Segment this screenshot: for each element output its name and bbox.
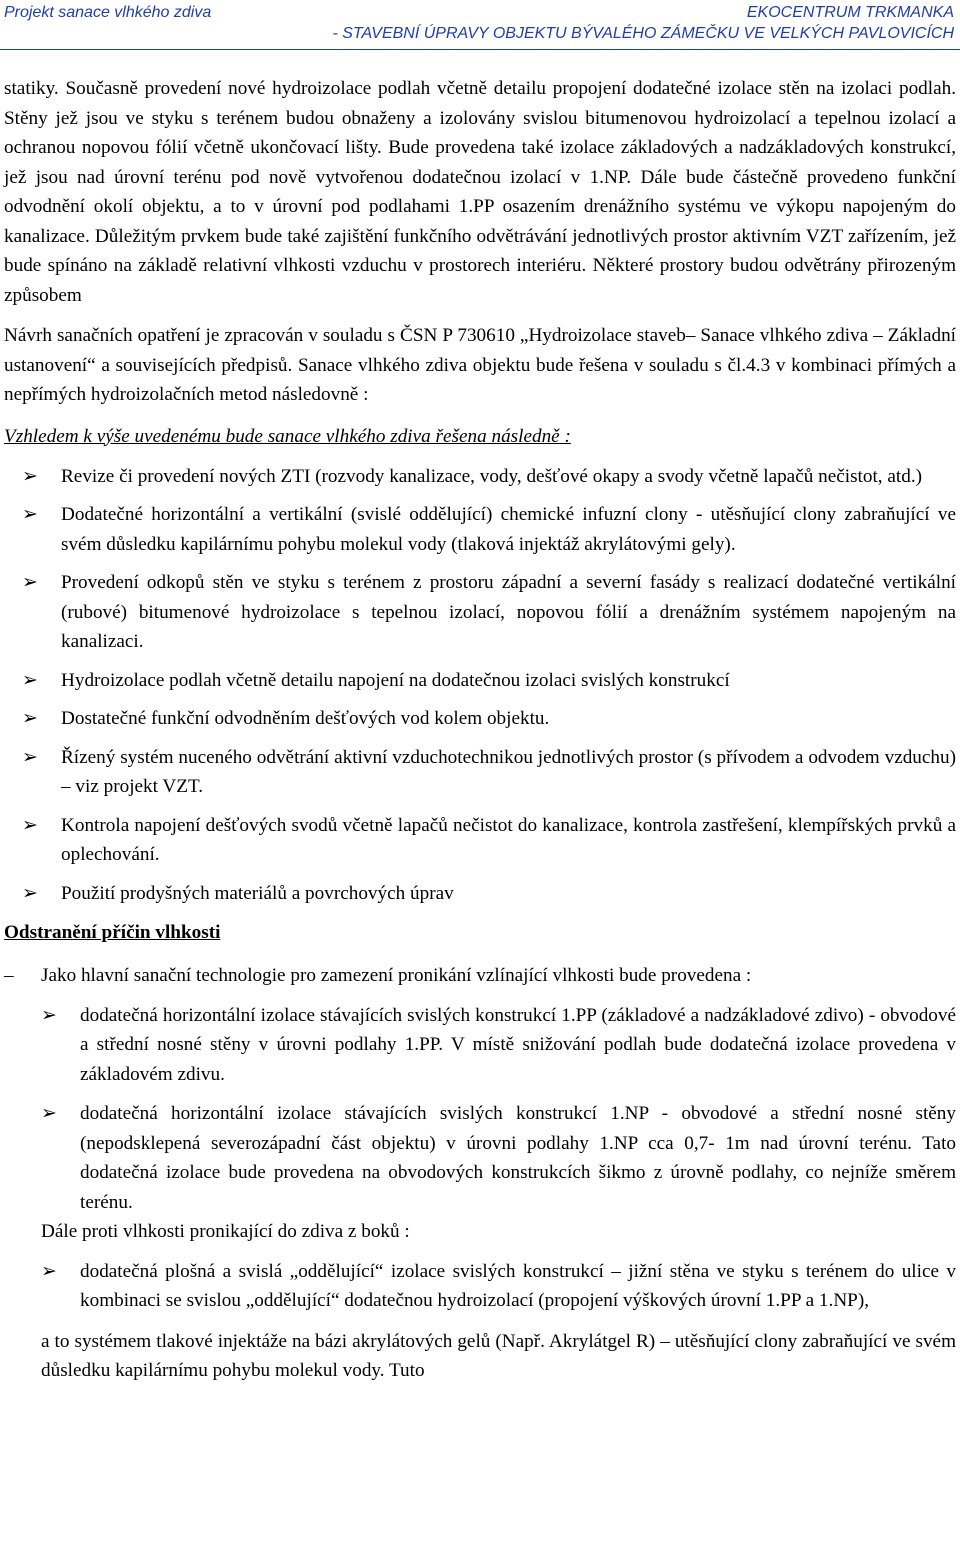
list-item: ➢ Dodatečné horizontální a vertikální (svislé oddělující) chemické infuzní clony - utěsňující clony zabraňující ve svém důsledku kapilárnímu pohybu molekul vody (tlaková injektáž akrylátovými gely). [4,500,956,559]
arrow-bullet-icon: ➢ [22,571,38,593]
page-header [0,0,960,50]
arrow-bullet-icon: ➢ [22,668,38,691]
list-item: ➢ Použití prodyšných materiálů a povrchových úprav [4,879,956,909]
arrow-bullet-icon: ➢ [22,745,38,768]
list-item: ➢ Dostatečné funkční odvodněním dešťových vod kolem objektu. [4,704,956,734]
arrow-bullet-icon: ➢ [22,813,38,836]
sub-list-item: ➢ dodatečná plošná a svislá „oddělující“ izolace svislých konstrukcí – jižní stěna ve styku s terénem do ulice v kombinaci se svislou „oddělující“ dodatečnou hydroizolací (propojení výškových úrovní 1.PP a 1.NP), [4,1257,956,1316]
section-heading: Odstranění příčin vlhkosti [4,922,221,943]
list-item: ➢ Revize či provedení nových ZTI (rozvody kanalizace, vody, dešťové okapy a svody včetně lapačů nečistot, atd.) [4,462,956,492]
arrow-bullet-icon: ➢ [22,503,38,525]
arrow-bullet-icon: ➢ [41,1003,57,1026]
design-paragraph: Návrh sanačních opatření je zpracován v souladu s ČSN P 730610 „Hydroizolace staveb– Sanace vlhkého zdiva – Základní ustanovení“ a souvisejících předpisů. Sanace vlhkého zdiva objektu bude řešena v souladu s čl.4.3 v kombinaci přímých a nepřímých hydroizolačních metod následovně : [4,325,956,405]
list-item: ➢ Kontrola napojení dešťových svodů včetně lapačů nečistot do kanalizace, kontrola zastřešení, klempířských prvků a oplechování. [4,811,956,870]
list-item: ➢ Hydroizolace podlah včetně detailu napojení na dodatečnou izolaci svislých konstrukcí [4,666,956,696]
sub-list-item: ➢ dodatečná horizontální izolace stávajících svislých konstrukcí 1.NP - obvodové a střední nosné stěny (nepodsklepená severozápadní část objektu) v úrovni podlahy 1.NP cca 0,7- 1m nad úrovní terénu. Tato dodatečná izolace bude provedena na obvodových konstrukcích šikmo z úrovně podlahy, co nejníže směrem terénu. [4,1099,956,1217]
list-item: ➢ Provedení odkopů stěn ve styku s terénem z prostoru západní a severní fasády s realizací dodatečné vertikální (rubové) bitumenové hydroizolace s tepelnou izolací, nopovou fólií a drenážním systémem napojeným na kanalizaci. [4,568,956,657]
sub-list-item: ➢ dodatečná horizontální izolace stávajících svislých konstrukcí 1.PP (základové a nadzákladové zdivo) - obvodové a střední nosné stěny v úrovni podlahy 1.PP. V místě snižování podlah bude dodatečná izolace provedena v základovém zdivu. [4,1001,956,1090]
arrow-bullet-icon: ➢ [22,707,38,729]
final-paragraph: a to systémem tlakové injektáže na bázi akrylátových gelů (Např. Akrylátgel R) – utěsňující clony zabraňující ve svém důsledku kapilárnímu pohybu molekul vody. Tuto [41,1330,956,1381]
arrow-bullet-icon: ➢ [41,1259,57,1282]
side-moisture-text: Dále proti vlhkosti pronikající do zdiva z boků : [41,1221,410,1242]
list-item: ➢ Řízený systém nuceného odvětrání aktivní vzduchotechnikou jednotlivých prostor (s přívodem a odvodem vzduchu) – viz projekt VZT. [4,743,956,802]
arrow-bullet-icon: ➢ [41,1102,57,1124]
arrow-bullet-icon: ➢ [22,464,38,487]
italic-heading: Vzhledem k výše uvedenému bude sanace vlhkého zdiva řešena následně : [4,425,571,447]
intro-paragraph: statiky. Současně provedení nové hydroizolace podlah včetně detailu propojení dodatečné izolace stěn na izolaci podlah. Stěny jež jsou ve styku s terénem budou obnaženy a izolovány svislou bitumenovou hydroizolací a tepelnou izolací a ochranou nopovou fólií včetně ukončovací lišty. Bude provedena také izolace základových a nadzákladových konstrukcí, jež jsou nad úrovní terénu pod nově vytvořenou dodatečnou izolací v 1.NP. Dále bude částečně provedeno funkční odvodnění okolí objektu, a to v úrovní pod podlahami 1.PP osazením drenážního systému ve výkopu napojeným do kanalizace. Důležitým prvkem bude také zajištění funkčního odvětrávání jednotlivých prostor aktivním VZT zařízením, jež bude spínáno na základě relativní vlhkosti vzduchu v prostorech interiéru. Některé prostory budou odvětrány přirozeným způsobem [4,78,956,306]
header-project-title: Projekt sanace vlhkého zdiva [4,4,212,21]
header-client: EKOCENTRUM TRKMANKA [746,4,954,21]
bullet-list [4,462,956,909]
document-body [4,74,956,1386]
dash-item: – Jako hlavní sanační technologie pro zamezení pronikání vzlínající vlhkosti bude provedena : [4,961,956,991]
arrow-bullet-icon: ➢ [22,881,38,904]
header-subtitle: - STAVEBNÍ ÚPRAVY OBJEKTU BÝVALÉHO ZÁMEČKU VE VELKÝCH PAVLOVICÍCH [332,25,954,42]
dash-bullet-icon: – [4,965,14,986]
